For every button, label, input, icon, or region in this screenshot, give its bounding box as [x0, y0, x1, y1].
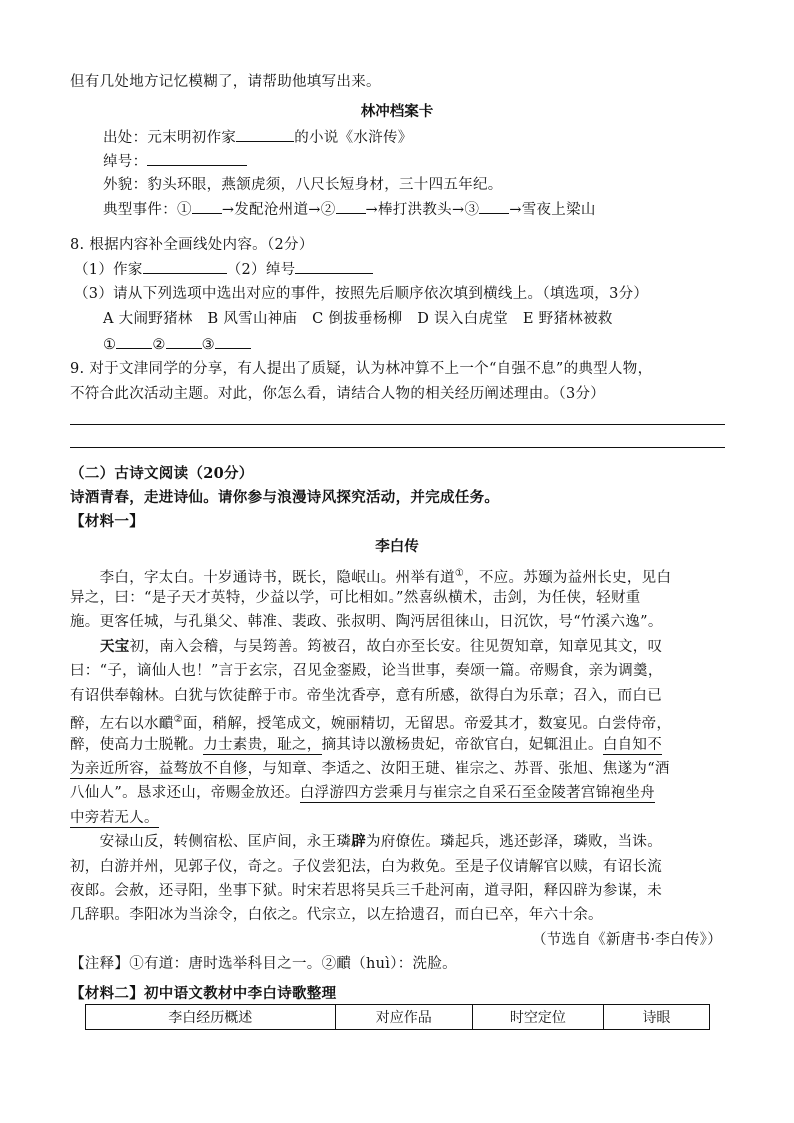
section2-heading: （二）古诗文阅读（20分）: [70, 465, 254, 482]
passage-line-9: 为亲近所容，益骜放不自修，与知章、李适之、汝阳王琎、崔宗之、苏晋、张旭、焦遂为“酒: [70, 761, 670, 777]
underlined-sentence-3a: 白浮游四方尝乘月与崔宗之自采石至金陵著宫锦袍坐舟: [299, 785, 655, 801]
q8-options: A 大闹野猪林 B 风雪山神庙 C 倒拔垂杨柳 D 误入白虎堂 E 野猪林被救: [103, 311, 613, 327]
passage-line-3: 施。更客任城，与孔巢父、韩准、裴政、张叔明、陶沔居徂徕山，日沉饮，号“竹溪六逸”。: [70, 614, 663, 630]
q8-author-blank[interactable]: [143, 259, 227, 274]
card-appearance: 外貌：豹头环眼，燕颔虎须，八尺长短身材，三十四五年纪。: [103, 177, 503, 193]
passage-line-8: 醉，使高力士脱靴。力士素贵，耻之，摘其诗以激杨贵妃，帝欲官白，妃辄沮止。白自知不: [70, 737, 663, 753]
passage-line-10: 八仙人”。恳求还山，帝赐金放还。白浮游四方尝乘月与崔宗之自采石至金陵著宫锦袍坐舟: [70, 785, 655, 801]
passage-line-7: 醉，左右以水靧②面，稍解，授笔成文，婉丽精切，无留思。帝爱其才，数宴见。白尝侍帝，: [70, 714, 672, 732]
answer-blank-1[interactable]: [116, 334, 152, 349]
nickname-blank[interactable]: [147, 151, 247, 166]
table-header-cell: 诗眼: [603, 1005, 709, 1030]
underlined-sentence-2b: 为亲近所容，益骜放不自修: [70, 761, 248, 777]
q8-answer-line: ① ② ③: [103, 334, 251, 355]
material1-label: 【材料一】: [70, 513, 144, 530]
table-header-cell: 时空定位: [472, 1005, 603, 1030]
q8-sub12: （1）作家 （2）绰号: [74, 259, 373, 280]
passage-line-6: 有诏供奉翰林。白犹与饮徒醉于市。帝坐沈香亭，意有所感，欲得白为乐章；召入，而白已: [70, 688, 662, 704]
material2-label: 【材料二】初中语文教材中李白诗歌整理: [70, 985, 337, 1002]
intro-text: 但有几处地方记忆模糊了，请帮助他填写出来。: [70, 74, 381, 90]
q9-line2: 不符合此次活动主题。对此，你怎么看，请结合人物的相关经历阐述理由。（3分）: [70, 386, 606, 402]
annotation-note: 【注释】①有道：唐时选举科目之一。②靧（huì）：洗脸。: [70, 956, 457, 972]
table-header-row: [86, 1005, 710, 1030]
answer-blank-3[interactable]: [215, 334, 251, 349]
passage-title: 李白传: [375, 538, 419, 555]
underlined-sentence-2a: 白自知不: [602, 737, 663, 753]
answer-line-1[interactable]: [70, 424, 725, 425]
passage-line-15: 几辞职。李阳冰为当涂令，白依之。代宗立，以左拾遗召，而白已卒，年六十余。: [70, 907, 603, 923]
answer-blank-2[interactable]: [166, 334, 202, 349]
q8-nickname-blank[interactable]: [295, 259, 373, 274]
passage-line-2: 异之，曰：“是子天才英特，少益以学，可比相如。”然喜纵横术，击剑，为任侠，轻财重: [70, 590, 641, 606]
q8-sub3: （3）请从下列选项中选出对应的事件，按照先后顺序依次填到横线上。（填选项，3分）: [74, 286, 649, 302]
table-header-cell: 李白经历概述: [86, 1005, 336, 1030]
underlined-sentence-3b: 中旁若无人。: [70, 810, 159, 826]
card-events-line: 典型事件：① →发配沧州道→② →棒打洪教头→③ →雪夜上梁山: [103, 199, 596, 220]
event-blank-1[interactable]: [192, 199, 222, 214]
card-source-line: 出处：元末明初作家 的小说《水浒传》: [103, 127, 413, 148]
passage-line-12: 安禄山反，转侧宿松、匡庐间，永王璘辟为府僚佐。璘起兵，逃还彭泽，璘败，当诛。: [70, 833, 663, 850]
card-nickname-line: 绰号：: [103, 151, 247, 172]
passage-line-5: 曰：“子，谪仙人也！”言于玄宗，召见金銮殿，论当世事，奏颂一篇。帝赐食，亲为调羹，: [70, 663, 663, 679]
q8-stem: 8. 根据内容补全画线处内容。（2分）: [70, 237, 314, 253]
table-header-cell: 对应作品: [335, 1005, 472, 1030]
passage-line-13: 初，白游并州，见郭子仪，奇之。子仪尝犯法，白为救免。至是子仪请解官以赎，有诏长流: [70, 859, 662, 875]
material2-table: [85, 1004, 710, 1030]
event-blank-3[interactable]: [479, 199, 509, 214]
q9-line1: 9. 对于文津同学的分享，有人提出了质疑，认为林冲算不上一个“自强不息”的典型人物，: [70, 361, 653, 377]
passage-line-14: 夜郎。会赦，还寻阳，坐事下狱。时宋若思将吴兵三千赴河南，道寻阳，释囚辟为参谋，未: [70, 883, 662, 899]
passage-line-11: [70, 808, 159, 828]
passage-line-4: 天宝初，南入会稽，与吴筠善。筠被召，故白亦至长安。往见贺知章，知章见其文，叹: [100, 638, 663, 655]
underlined-sentence-1: 力士素贵，耻之，: [203, 737, 322, 753]
passage-line-1: 李白，字太白。十岁通诗书，既长，隐岷山。州举有道①，不应。苏颋为益州长史，见白: [70, 568, 672, 586]
author-blank[interactable]: [236, 127, 294, 142]
card-title: 林冲档案卡: [360, 103, 434, 120]
section2-task: 诗酒青春，走进诗仙。请你参与浪漫诗风探究活动，并完成任务。: [70, 489, 500, 506]
answer-line-2[interactable]: [70, 447, 725, 448]
event-blank-2[interactable]: [336, 199, 366, 214]
passage-source: （节选自《新唐书·李白传》）: [531, 932, 722, 948]
